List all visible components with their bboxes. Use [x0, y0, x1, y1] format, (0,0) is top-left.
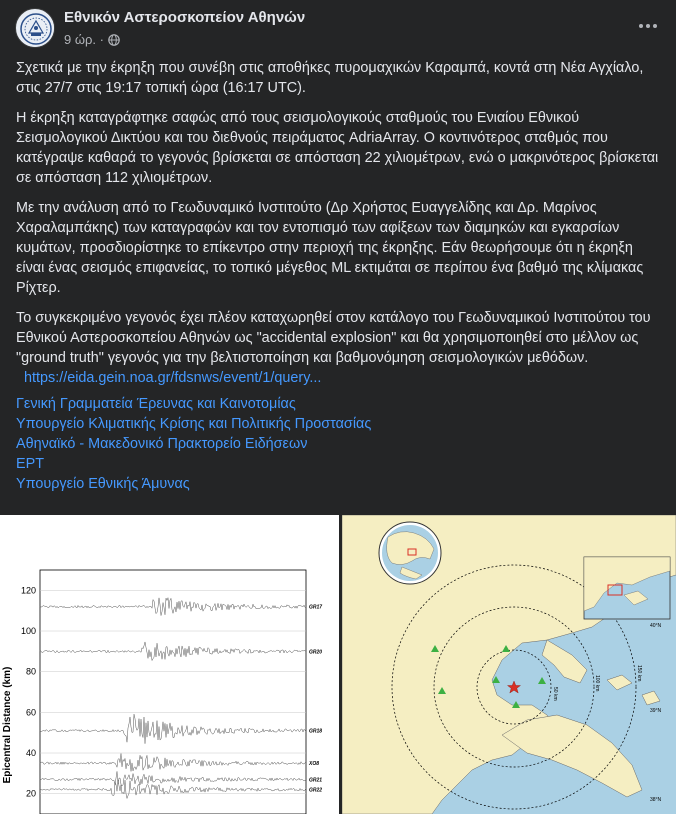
seismogram-ylabel: Epicentral Distance (km): [2, 666, 13, 784]
seismogram-y-tick: 20: [25, 788, 36, 799]
seismogram-image[interactable]: [0, 515, 339, 814]
observatory-logo-icon: [16, 9, 55, 48]
station-label: XO8: [309, 761, 320, 768]
page-name[interactable]: Εθνικόν Αστεροσκοπείον Αθηνών: [64, 9, 306, 26]
seismogram-y-tick: 60: [25, 707, 36, 718]
tag-link[interactable]: Γενική Γραμματεία Έρευνας και Καινοτομίας: [16, 396, 296, 412]
station-label: GR21: [309, 777, 323, 784]
station-label: GR17: [309, 604, 323, 611]
post-link-line: [24, 368, 660, 388]
dot-icon: [653, 24, 657, 28]
station-label: GR22: [309, 787, 323, 794]
ring-label: 100 km: [594, 675, 600, 692]
seismogram-y-tick: 80: [25, 666, 36, 677]
post-body: [16, 58, 660, 494]
post-meta: [64, 32, 120, 47]
post-time[interactable]: 9 ώρ. ·: [64, 32, 104, 47]
event-link[interactable]: https://eida.gein.noa.gr/fdsnws/event/1/query...: [24, 370, 322, 386]
latitude-label: 38°N: [650, 797, 662, 803]
seismogram-y-tick: 120: [20, 585, 36, 596]
latitude-label: 39°N: [650, 708, 662, 714]
seismogram-y-tick: 100: [20, 626, 36, 636]
station-label: GR20: [309, 649, 323, 656]
ring-label: 50 km: [552, 687, 558, 701]
seismogram-y-tick: 40: [25, 748, 36, 758]
globe-icon: [108, 34, 120, 46]
dot-icon: [639, 24, 643, 28]
latitude-label: 40°N: [650, 623, 662, 629]
post-paragraph: Με την ανάλυση από το Γεωδυναμικό Ινστιτούτο (Δρ Χρήστος Ευαγγελίδης και Δρ. Μαρίνος Χαραλαμπάκης) των καταγραφών και τον εντοπισμό των αφίξεων των διαμηκών και εγκαρσίων κυμάτων, προσδιορίστηκε το επίκεντρο στην περιοχή της έκρηξης. Εάν θεωρήσουμε ότι η έκρηξη είναι ένας σεισμός επιφανείας, το τοπικό μέγεθος ML εκτιμάται σε περίπου ένα βαθμό της κλίμακας Ρίχτερ.: [16, 200, 644, 296]
dot-icon: [646, 24, 650, 28]
tag-link[interactable]: Υπουργείο Εθνικής Άμυνας: [16, 476, 190, 492]
epicenter-map-image[interactable]: [342, 515, 676, 814]
post-paragraph: Η έκρηξη καταγράφτηκε σαφώς από τους σεισμολογικούς σταθμούς του Ενιαίου Εθνικού Σεισμολογικού Δικτύου και του διεθνούς πειράματος AdriaArray. Ο κοντινότερος σταθμός που κατέγραψε καθαρά το γεγονός βρίσκεται σε απόσταση 22 χιλιομέτρων, ενώ ο μακρινότερος βρίσκεται σε απόσταση 112 χιλιομέτρων.: [16, 110, 659, 186]
tag-link[interactable]: ΕΡΤ: [16, 456, 44, 472]
more-options-button[interactable]: [634, 12, 662, 40]
tag-link[interactable]: Υπουργείο Κλιματικής Κρίσης και Πολιτικής Προστασίας: [16, 416, 372, 432]
post-media[interactable]: [0, 515, 676, 814]
globe-inset: [379, 522, 441, 584]
post-paragraph: Σχετικά με την έκρηξη που συνέβη στις αποθήκες πυρομαχικών Καραμπά, κοντά στη Νέα Αγχίαλο, στις 27/7 στις 19:17 τοπική ώρα (16:17 UTC).: [16, 60, 644, 96]
tag-list: [16, 394, 660, 494]
tag-link[interactable]: Αθηναϊκό - Μακεδονικό Πρακτορείο Ειδήσεων: [16, 436, 308, 452]
station-label: GR18: [309, 728, 323, 735]
ring-label: 150 km: [636, 665, 642, 682]
regional-inset: [584, 557, 670, 619]
post-paragraph: Το συγκεκριμένο γεγονός έχει πλέον καταχωρηθεί στον κατάλογο του Γεωδυναμικού Ινστιτούτου του Εθνικού Αστεροσκοπείου Αθηνών ως "accidental explosion" και θα χρησιμοποιηθεί στο μέλλον ως "ground truth" γεγονός για την βελτιστοποίηση και βαθμονόμηση σεισμολογικών μεθόδων.: [16, 310, 651, 366]
page-avatar[interactable]: [15, 8, 55, 48]
post-header: [0, 0, 676, 52]
